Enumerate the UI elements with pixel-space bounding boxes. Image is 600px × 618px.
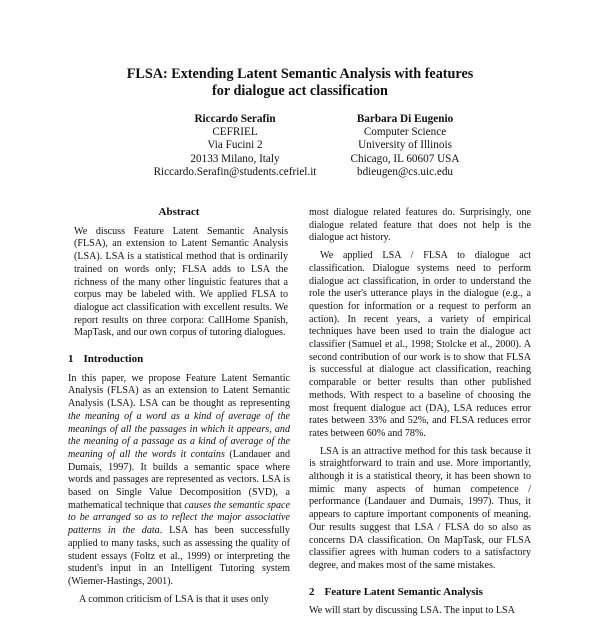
author-email: Riccardo.Serafin@students.cefriel.it (153, 165, 317, 178)
text-run: . LSA has been successfully applied to many tasks, such as assessing the quality of student essays (Foltz et al., 1999) or interpreting the student's input in an Intelligent Tutoring system (Wiemer-Hastings, 2001). (68, 525, 290, 587)
left-column (68, 206, 290, 606)
emphasis-run: the meaning of a word as a kind of average of the meanings of all the passages in which it appears, and the meaning of a passage as a kind of average of the meaning of all the words it contains (68, 410, 290, 460)
paper-title (0, 66, 600, 100)
author-name: Riccardo Serafin (194, 113, 276, 125)
intro-paragraph-4: LSA is an attractive method for this task because it is straightforward to train and use. More importantly, although it is a statistical theory, it has been shown to mimic many aspects of human competence / performance (Landauer and Dumais, 1997). Thus, it appears to capture important components of meaning. Our results suggest that LSA / FLSA do so also as concerns DA classification. On MapTask, our FLSA classifier agrees with human coders to a satisfactory degree, and makes most of the same mistakes. (309, 445, 531, 571)
author-address-line: University of Illinois (358, 139, 452, 152)
author-address-line: Via Fucini 2 (207, 139, 263, 152)
section-title: Introduction (83, 353, 144, 366)
emphasis-run: causes the semantic space to be arranged so as to reflect the major associative patterns in the data (68, 499, 290, 537)
section-number: 1 (68, 353, 74, 366)
title-line-2: for dialogue act classification (212, 83, 388, 99)
section-heading-flsa (309, 586, 531, 599)
author-name: Barbara Di Eugenio (356, 113, 454, 125)
author-affiliation: Computer Science (363, 126, 447, 139)
intro-paragraph-3: We applied LSA / FLSA to dialogue act classification. Dialogue systems need to perform dialogue act classification, in order to understand the role the user's utterance plays in the dialogue (e.g., a question for information or a request to perform an action). In recent years, a variety of empirical techniques have been used to train the dialogue act classifier (Samuel et al., 1998; Stolcke et al., 2000). A second contribution of our work is to show that FLSA is successful at dialogue act classification, reaching comparable or better results than other published methods. With respect to a baseline of choosing the most frequent dialogue act (DA), LSA reduces error rates between 33% and 52%, and FLSA reduces error rates between 60% and 78%. (309, 250, 531, 439)
author-address-line: Chicago, IL 60607 USA (350, 152, 460, 165)
text-run: In this paper, we propose Feature Latent Semantic Analysis (FLSA) as an extension to Latent Semantic Analysis (LSA). LSA can be thought as representing (68, 372, 290, 410)
intro-paragraph-1 (68, 373, 290, 589)
author-email: bdieugen@cs.uic.edu (356, 165, 454, 178)
abstract-text: We discuss Feature Latent Semantic Analysis (FLSA), an extension to Latent Semantic Analysis (LSA). LSA is a statistical method that is ordinarily trained on words only; FLSA adds to LSA the richness of the many other linguistic features that a corpus may be labeled with. We applied FLSA to dialogue act classification with excellent results. We report results on three corpora: CallHome Spanish, MapTask, and our own corpus of tutoring dialogues. (74, 225, 288, 339)
section-title: Feature Latent Semantic Analysis (324, 585, 483, 598)
author-block-2 (290, 113, 520, 179)
text-run: (Landauer and Dumais, 1997). It builds a semantic space where words and passages are represented as vectors. LSA is based on Single Value Decomposition (SVD), a mathematical technique that (68, 448, 290, 511)
author-affiliation: CEFRIEL (212, 126, 258, 139)
section2-paragraph-1-start: We will start by discussing LSA. The input to LSA (309, 605, 515, 617)
author-address-line: 20133 Milano, Italy (190, 152, 280, 165)
section-number: 2 (309, 585, 315, 598)
right-column (309, 207, 531, 618)
section-heading-introduction (68, 353, 290, 366)
abstract-heading: Abstract (158, 206, 200, 218)
intro-paragraph-2-start: A common criticism of LSA is that it uses only (79, 593, 269, 605)
title-line-1: FLSA: Extending Latent Semantic Analysis with features (126, 66, 474, 82)
intro-paragraph-2-continued: most dialogue related features do. Surprisingly, one dialogue related feature that does not help is the dialogue act history. (309, 207, 531, 244)
